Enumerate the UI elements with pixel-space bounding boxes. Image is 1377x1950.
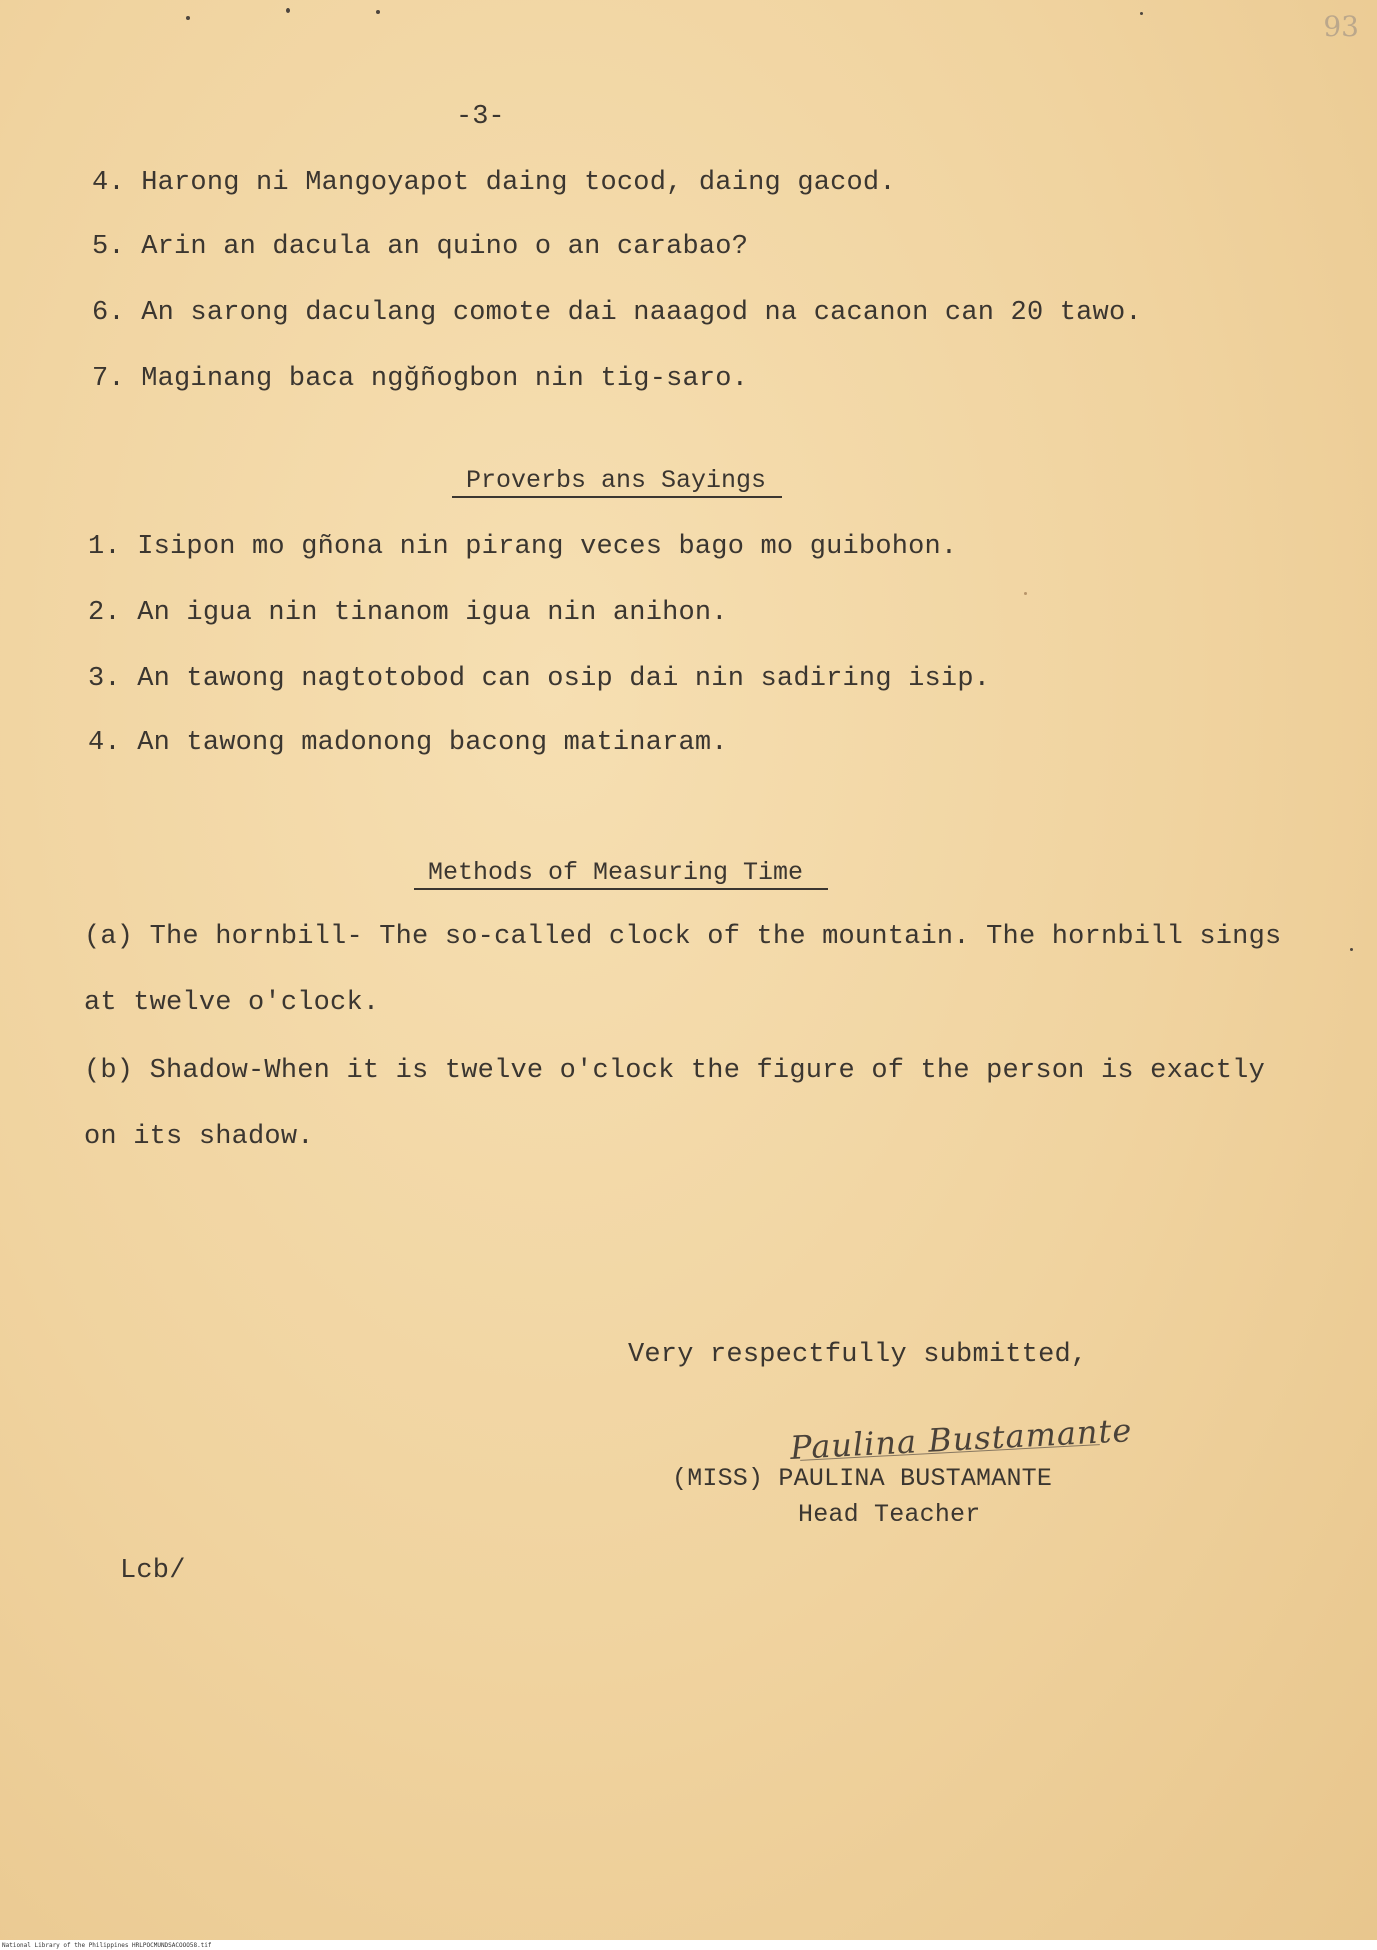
paper-speck — [186, 16, 190, 20]
paper-speck — [376, 10, 380, 14]
time-paragraph-line: (b) Shadow-When it is twelve o'clock the figure of the person is exactly — [84, 1056, 1265, 1086]
paper-speck — [1350, 948, 1353, 951]
handwritten-signature: Paulina Bustamante — [789, 1411, 1134, 1467]
footer-strip — [0, 1940, 1377, 1950]
page-number: -3- — [456, 102, 505, 132]
riddle-item: 4. Harong ni Mangoyapot daing tocod, daing gacod. — [92, 168, 896, 198]
proverbs-heading: Proverbs ans Sayings — [466, 466, 767, 495]
time-paragraph-line: on its shadow. — [84, 1122, 314, 1152]
riddle-item: 6. An sarong daculang comote dai naaagod na cacanon can 20 tawo. — [92, 298, 1142, 328]
time-heading-underline — [414, 888, 828, 890]
archive-stamp: 93 — [1323, 10, 1359, 43]
time-heading: Methods of Measuring Time — [428, 858, 804, 887]
time-paragraph-line: (a) The hornbill- The so-called clock of the mountain. The hornbill sings — [84, 922, 1282, 952]
proverb-item: 3. An tawong nagtotobod can osip dai nin sadiring isip. — [88, 664, 991, 694]
time-paragraph-line: at twelve o'clock. — [84, 988, 380, 1018]
proverb-item: 2. An igua nin tinanom igua nin anihon. — [88, 598, 728, 628]
paper-speck — [1024, 592, 1027, 595]
paper-speck — [1140, 12, 1143, 15]
signatory-title: Head Teacher — [798, 1500, 981, 1529]
footer-caption: National Library of the Philippines HRLPOCMUNDSACOOO58.tif — [2, 1942, 212, 1949]
proverbs-heading-underline — [452, 496, 782, 498]
signatory-name: (MISS) PAULINA BUSTAMANTE — [672, 1464, 1053, 1493]
proverb-item: 4. An tawong madonong bacong matinaram. — [88, 728, 728, 758]
proverb-item: 1. Isipon mo gñona nin pirang veces bago mo guibohon. — [88, 532, 958, 562]
paper-speck — [286, 8, 290, 13]
typist-initials: Lcb/ — [120, 1556, 186, 1586]
closing-salutation: Very respectfully submitted, — [628, 1340, 1088, 1370]
riddle-item: 5. Arin an dacula an quino o an carabao? — [92, 232, 749, 262]
riddle-item: 7. Maginang baca ngğñogbon nin tig-saro. — [92, 364, 749, 394]
